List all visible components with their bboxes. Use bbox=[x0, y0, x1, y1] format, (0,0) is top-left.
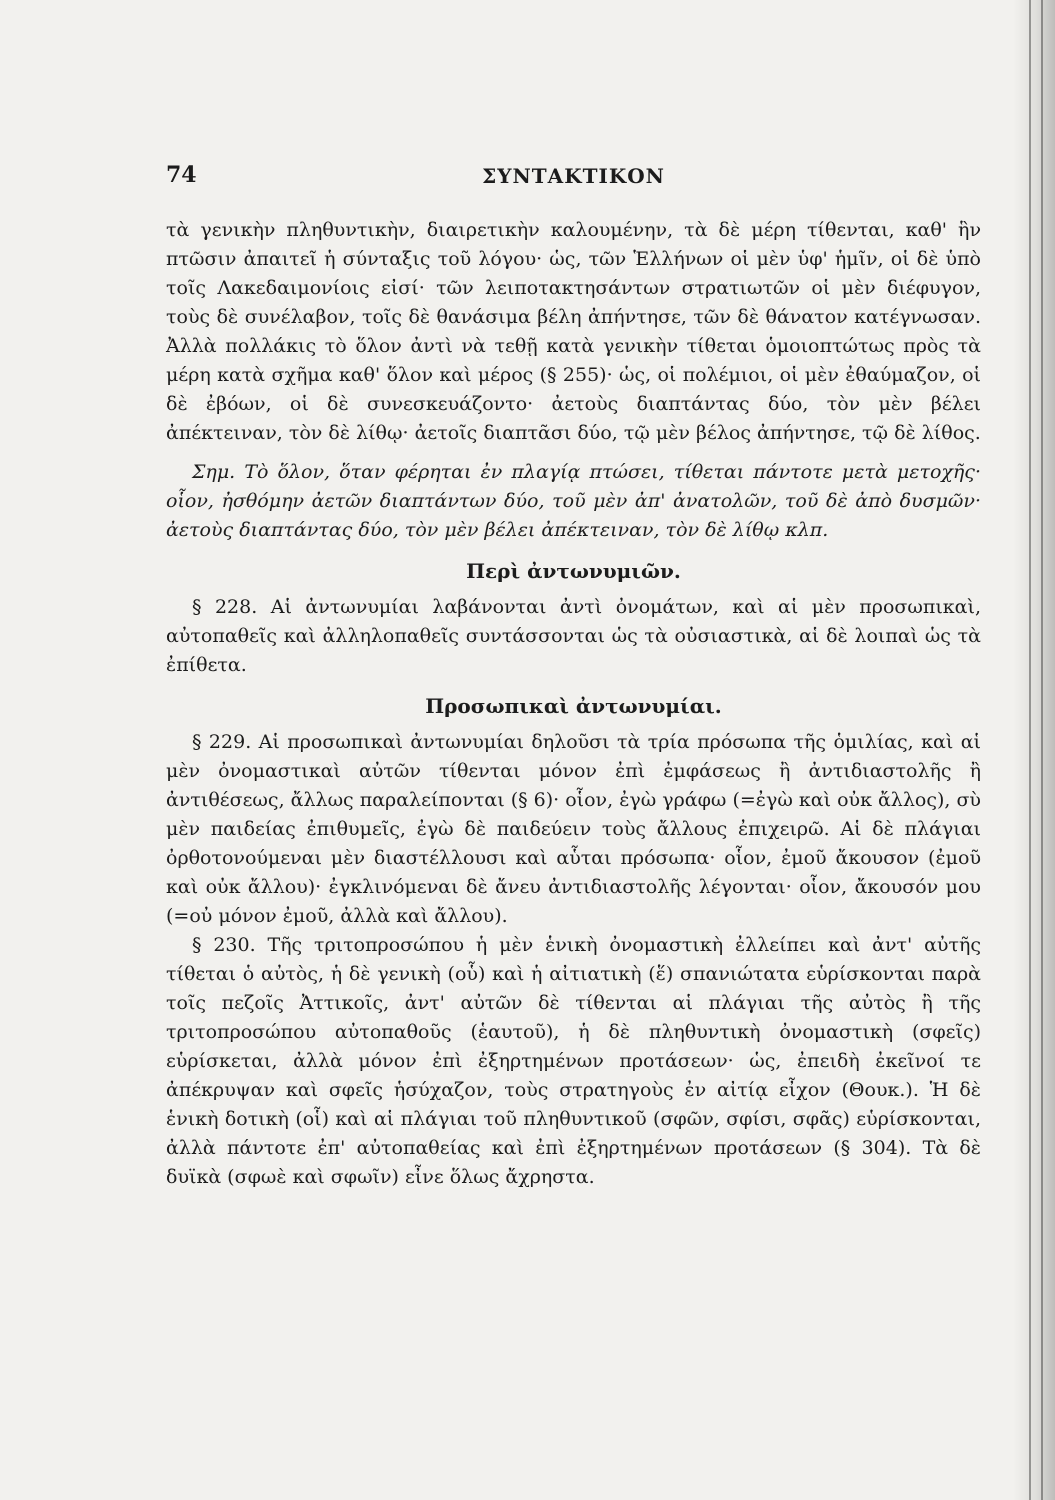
page-edge-line bbox=[1029, 0, 1031, 1500]
page-edge-shadow bbox=[1013, 0, 1055, 1500]
section-heading-personal-pronouns: Προσωπικαὶ ἀντωνυμίαι. bbox=[425, 694, 722, 718]
page-number: 74 bbox=[166, 162, 197, 188]
text-block bbox=[166, 162, 981, 1192]
running-title: ΣΥΝΤΑΚΤΙΚΟΝ bbox=[482, 164, 665, 188]
page-edge-line bbox=[1041, 0, 1043, 1500]
paragraph-228: § 228. Αἱ ἀντωνυμίαι λαβάνονται ἀντὶ ὀνομάτων, καὶ αἱ μὲν προσωπικαὶ, αὐτοπαθεῖς καὶ ἀλληλοπαθεῖς συντάσσονται ὡς τὰ οὐσιαστικὰ, αἱ δὲ λοιπαὶ ὡς τὰ ἐπίθετα. bbox=[166, 596, 981, 676]
paragraph-230: § 230. Τῆς τριτοπροσώπου ἡ μὲν ἑνικὴ ὀνομαστικὴ ἐλλείπει καὶ ἀντ' αὐτῆς τίθεται ὁ αὐτὸς, ἡ δὲ γενικὴ (οὗ) καὶ ἡ αἰτιατικὴ (ἕ) σπανιώτατα εὑρίσκονται παρὰ τοῖς πεζοῖς Ἀττικοῖς, ἀντ' αὐτῶν δὲ τίθενται αἱ πλάγιαι τῆς αὐτὸς ἢ τῆς τριτοπροσώπου αὐτοπαθοῦς (ἑαυτοῦ), ἡ δὲ πληθυντικὴ ὀνομαστικὴ (σφεῖς) εὑρίσκεται, ἀλλὰ μόνον ἐπὶ ἐξηρτημένων προτάσεων· ὡς, ἐπειδὴ ἐκεῖνοί τε ἀπέκρυψαν καὶ σφεῖς ἡσύχαζον, τοὺς στρατηγοὺς ἐν αἰτίᾳ εἶχον (Θουκ.). Ἡ δὲ ἑνικὴ δοτικὴ (οἷ) καὶ αἱ πλάγιαι τοῦ πληθυντικοῦ (σφῶν, σφίσι, σφᾶς) εὑρίσκονται, ἀλλὰ πάντοτε ἐπ' αὐτοπαθείας καὶ ἐπὶ ἐξηρτημένων προτάσεων (§ 304). Τὰ δὲ δυϊκὰ (σφωὲ καὶ σφωῖν) εἶνε ὅλως ἄχρηστα. bbox=[166, 934, 981, 1188]
section-heading-pronouns: Περὶ ἀντωνυμιῶν. bbox=[466, 559, 681, 583]
page-header bbox=[166, 162, 981, 202]
paragraph-continuation: τὰ γενικὴν πληθυντικὴν, διαιρετικὴν καλουμένην, τὰ δὲ μέρη τίθενται, καθ' ἣν πτῶσιν ἀπαιτεῖ ἡ σύνταξις τοῦ λόγου· ὡς, τῶν Ἑλλήνων οἱ μὲν ὑφ' ἡμῖν, οἱ δὲ ὑπὸ τοῖς Λακεδαιμονίοις εἰσί· τῶν λειποτακτησάντων στρατιωτῶν οἱ μὲν διέφυγον, τοὺς δὲ συνέλαβον, τοῖς δὲ θανάσιμα βέλη ἀπήντησε, τῶν δὲ θάνατον κατέγνωσαν. Ἀλλὰ πολλάκις τὸ ὅλον ἀντὶ νὰ τεθῇ κατὰ γενικὴν τίθεται ὁμοιοπτώτως πρὸς τὰ μέρη κατὰ σχῆμα καθ' ὅλον καὶ μέρος (§ 255)· ὡς, οἱ πολέμιοι, οἱ μὲν ἐθαύμαζον, οἱ δὲ ἐβόων, οἱ δὲ συνεσκευάζοντο· ἀετοὺς διαπτάντας δύο, τὸν μὲν βέλει ἀπέκτειναν, τὸν δὲ λίθῳ· ἀετοῖς διαπτᾶσι δύο, τῷ μὲν βέλος ἀπήντησε, τῷ δὲ λίθος. bbox=[166, 219, 981, 444]
paragraph-229: § 229. Αἱ προσωπικαὶ ἀντωνυμίαι δηλοῦσι τὰ τρία πρόσωπα τῆς ὁμιλίας, καὶ αἱ μὲν ὀνομαστικαὶ αὐτῶν τίθενται μόνον ἐπὶ ἐμφάσεως ἢ ἀντιδιαστολῆς ἢ ἀντιθέσεως, ἄλλως παραλείπονται (§ 6)· οἷον, ἐγὼ γράφω (=ἐγὼ καὶ οὐκ ἄλλος), σὺ μὲν παιδείας ἐπιθυμεῖς, ἐγὼ δὲ παιδεύειν τοὺς ἄλλους ἐπιχειρῶ. Αἱ δὲ πλάγιαι ὀρθοτονούμεναι μὲν διαστέλλουσι καὶ αὗται πρόσωπα· οἷον, ἐμοῦ ἄκουσον (ἐμοῦ καὶ οὐκ ἄλλου)· ἐγκλινόμεναι δὲ ἄνευ ἀντιδιαστολῆς λέγονται· οἷον, ἄκουσόν μου (=οὐ μόνον ἐμοῦ, ἀλλὰ καὶ ἄλλου). bbox=[166, 731, 981, 927]
note-paragraph: Σημ. Τὸ ὅλον, ὅταν φέρηται ἐν πλαγίᾳ πτώσει, τίθεται πάντοτε μετὰ μετοχῆς· οἷον, ἠσθόμην ἀετῶν διαπτάντων δύο, τοῦ μὲν ἀπ' ἀνατολῶν, τοῦ δὲ ἀπὸ δυσμῶν· ἀετοὺς διαπτάντας δύο, τὸν μὲν βέλει ἀπέκτειναν, τὸν δὲ λίθῳ κλπ. bbox=[166, 461, 981, 541]
